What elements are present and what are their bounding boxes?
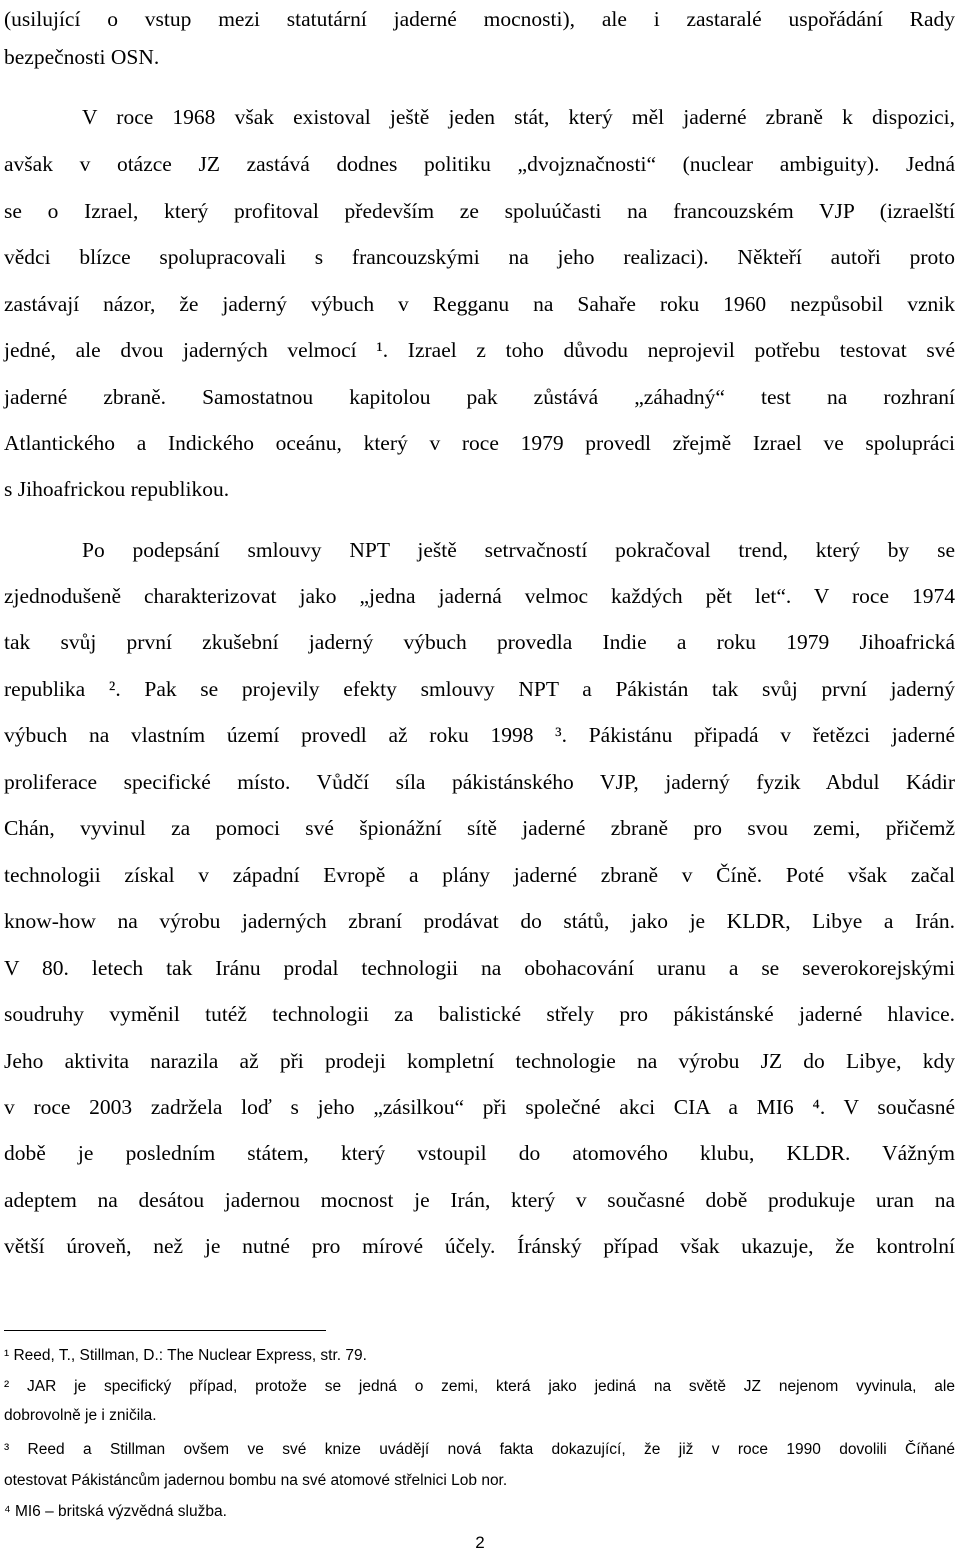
- footnote-2: ² JAR je specifický případ, protože se jedná o zemi, která jako jediná na světě JZ nejenom vyvinula, ale: [4, 1378, 955, 1395]
- footnote-3-continued: otestovat Pákistáncům jadernou bombu na své atomové střelnici Lob nor.: [4, 1472, 508, 1489]
- text-line: jaderné zbraně. Samostatnou kapitolou pak zůstává „záhadný“ test na rozhraní: [4, 385, 955, 409]
- footnote-4: ⁴ MI6 – britská výzvědná služba.: [4, 1503, 227, 1520]
- text-line: zjednodušeně charakterizovat jako „jedna jaderná velmoc každých pět let“. V roce 1974: [4, 584, 955, 608]
- text-line: době je posledním státem, který vstoupil do atomového klubu, KLDR. Vážným: [4, 1141, 955, 1165]
- text-line: Chán, vyvinul za pomoci své špionážní sítě jaderné zbraně pro svou zemi, přičemž: [4, 816, 955, 840]
- text-line: soudruhy vyměnil tutéž technologii za balistické střely pro pákistánské jaderné hlavice.: [4, 1002, 955, 1026]
- text-line: tak svůj první zkušební jaderný výbuch provedla Indie a roku 1979 Jihoafrická: [4, 630, 955, 654]
- text-line: republika ². Pak se projevily efekty smlouvy NPT a Pákistán tak svůj první jaderný: [4, 677, 955, 701]
- footnote-3: ³ Reed a Stillman ovšem ve své knize uvádějí nová fakta dokazující, že již v roce 1990 dovolili Číňané: [4, 1441, 955, 1458]
- text-line: avšak v otázce JZ zastává dodnes politiku „dvojznačnosti“ (nuclear ambiguity). Jedná: [4, 152, 955, 176]
- text-line: V 80. letech tak Iránu prodal technologii na obohacování uranu a se severokorejskými: [4, 956, 955, 980]
- text-line: V roce 1968 však existoval ještě jeden stát, který měl jaderné zbraně k dispozici,: [82, 105, 955, 129]
- text-line: zastávají názor, že jaderný výbuch v Regganu na Sahaře roku 1960 nezpůsobil vznik: [4, 292, 955, 316]
- text-line: s Jihoafrickou republikou.: [4, 477, 230, 501]
- text-line: v roce 2003 zadržela loď s jeho „zásilkou“ při společné akci CIA a MI6 ⁴. V současné: [4, 1095, 955, 1119]
- text-line: adeptem na desátou jadernou mocnost je Irán, který v současné době produkuje uran na: [4, 1188, 955, 1212]
- footnote-1: ¹ Reed, T., Stillman, D.: The Nuclear Express, str. 79.: [4, 1347, 367, 1364]
- footnote-separator: [4, 1330, 326, 1331]
- text-line: větší úroveň, než je nutné pro mírové účely. Íránský případ však ukazuje, že kontrolní: [4, 1234, 955, 1258]
- text-line: proliferace specifické místo. Vůdčí síla pákistánského VJP, jaderný fyzik Abdul Kádir: [4, 770, 955, 794]
- text-line: (usilující o vstup mezi statutární jaderné mocnosti), ale i zastaralé uspořádání Rady: [4, 7, 955, 31]
- text-line: Jeho aktivita narazila až při prodeji kompletní technologie na výrobu JZ do Libye, kdy: [4, 1049, 955, 1073]
- text-line: bezpečnosti OSN.: [4, 45, 160, 69]
- text-line: výbuch na vlastním území provedl až roku 1998 ³. Pákistánu připadá v řetězci jaderné: [4, 723, 955, 747]
- text-line: se o Izrael, který profitoval především ze spoluúčasti na francouzském VJP (izraelští: [4, 199, 955, 223]
- text-line: jedné, ale dvou jaderných velmocí ¹. Izrael z toho důvodu neprojevil potřebu testovat své: [4, 338, 955, 362]
- text-line: know-how na výrobu jaderných zbraní prodávat do států, jako je KLDR, Libye a Irán.: [4, 909, 955, 933]
- text-line: Atlantického a Indického oceánu, který v roce 1979 provedl zřejmě Izrael ve spolupráci: [4, 431, 955, 455]
- footnote-2-continued: dobrovolně je i zničila.: [4, 1407, 157, 1424]
- page-number: 2: [475, 1533, 485, 1552]
- text-line: Po podepsání smlouvy NPT ještě setrvačností pokračoval trend, který by se: [82, 538, 955, 562]
- text-line: vědci blízce spolupracovali s francouzskými na jeho realizaci). Někteří autoři proto: [4, 245, 955, 269]
- text-line: technologii získal v západní Evropě a plány jaderné zbraně v Číně. Poté však začal: [4, 863, 955, 887]
